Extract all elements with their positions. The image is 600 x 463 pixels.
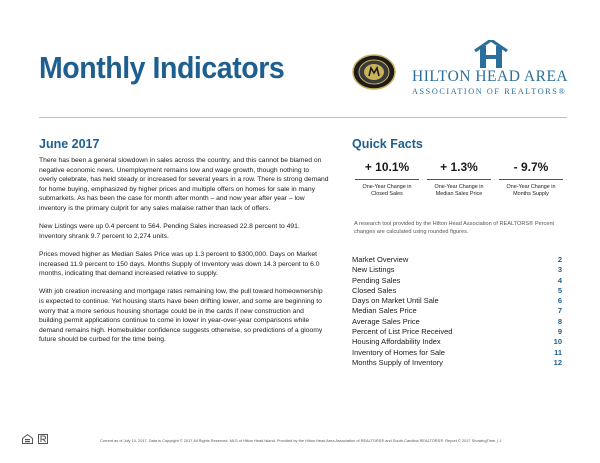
toc-item[interactable] (352, 337, 562, 347)
research-note: A research tool provided by the Hilton Head Association of REALTORS® Percent changes are calculated using rounded figures. (354, 221, 555, 235)
summary-paragraph: New Listings were up 0.4 percent to 564. Pending Sales increased 22.8 percent to 491. Inventory shrank 9.7 percent to 2,274 units. (39, 223, 300, 240)
fact-label: One-Year Change in (362, 184, 412, 190)
fact-months-supply (496, 158, 566, 198)
toc-item[interactable] (352, 348, 562, 358)
fact-label: Median Sales Price (435, 191, 483, 198)
fact-divider (499, 179, 563, 180)
toc-label: Days on Market Until Sale (352, 296, 439, 306)
toc-label: Months Supply of Inventory (352, 357, 443, 367)
fact-label: One-Year Change in (506, 184, 556, 190)
fact-label: Months Supply (513, 191, 549, 198)
logo-name: HILTON HEAD AREA (412, 68, 569, 85)
toc-page: 7 (557, 306, 562, 316)
toc-page: 10 (553, 337, 562, 347)
fact-value: + 10.1% (364, 160, 410, 174)
footer-text: Current as of July 10, 2017. Data is Copyright © 2017 All Rights Reserved. MLS of Hilton Head Island. Provided by the Hilton Head Area Association of REALTORS® and South Carolina REALTORS®. Report © 2017 ShowingTime. | 1 (100, 438, 502, 443)
summary-paragraph: With job creation increasing and mortgage rates remaining low, the pull toward homeownership is expected to continue. Yet housing starts have been drifting lower, and some are beginning to worry that a more serious housing shortage could be in the cards if new construction and building permit applications continue to come in lower in year-over-year comparisons while demand remains high. Homebuilder confidence suggests otherwise, so predictions of a gloomy future should be curbed for the time being. (39, 288, 323, 344)
toc-page: 3 (557, 265, 562, 275)
realtor-r-icon (38, 434, 48, 444)
association-logo (412, 40, 570, 98)
toc-item[interactable] (352, 286, 562, 296)
fact-label: One-Year Change in (434, 184, 484, 190)
toc-page: 9 (557, 327, 562, 337)
seal-icon (351, 53, 397, 91)
summary-text (39, 156, 329, 353)
fact-divider (355, 179, 419, 180)
footer-icons (22, 434, 48, 444)
toc-item[interactable] (352, 358, 562, 368)
toc-page: 5 (557, 285, 562, 295)
toc-page: 11 (554, 347, 562, 357)
toc-item[interactable] (352, 296, 562, 306)
quick-facts-heading: Quick Facts (352, 137, 423, 151)
toc-page: 2 (557, 255, 562, 264)
toc-item[interactable] (352, 276, 562, 286)
fact-median-price (424, 158, 494, 198)
logo-subtitle: ASSOCIATION OF REALTORS® (412, 87, 567, 96)
toc-label: Median Sales Price (352, 306, 417, 316)
table-of-contents (352, 255, 562, 368)
page-title: Monthly Indicators (39, 50, 285, 85)
header-divider (39, 117, 567, 118)
fact-closed-sales (352, 158, 422, 198)
toc-label: Closed Sales (352, 285, 397, 295)
toc-label: Inventory of Homes for Sale (352, 347, 445, 357)
fact-value: + 1.3% (440, 160, 478, 174)
equal-housing-icon (22, 434, 33, 444)
toc-page: 12 (553, 357, 562, 367)
toc-page: 8 (557, 316, 562, 326)
toc-label: New Listings (352, 265, 395, 275)
toc-label: Housing Affordability Index (352, 337, 441, 347)
toc-label: Market Overview (352, 255, 409, 264)
summary-heading: June 2017 (39, 137, 100, 151)
toc-label: Pending Sales (352, 275, 401, 285)
toc-label: Percent of List Price Received (352, 327, 453, 337)
toc-page: 4 (557, 275, 562, 285)
toc-item[interactable] (352, 255, 562, 265)
toc-page: 6 (557, 296, 562, 306)
fact-value: - 9.7% (513, 160, 549, 174)
fact-divider (427, 179, 491, 180)
toc-label: Average Sales Price (352, 316, 420, 326)
toc-item[interactable] (352, 265, 562, 275)
toc-item[interactable] (352, 306, 562, 316)
summary-paragraph: There has been a general slowdown in sales across the country, and this cannot be blamed on negative economic news. Unemployment remains low and wage growth, though nothing to overly celebrate, has held steady or increased for several years in a row. There is strong demand for home buying, emphasized by higher prices and multiple offers on homes for sale in many submarkets. As has been the case for month after month – and now year after year – low inventory is the primary culprit for any sales malaise rather than lack of offers. (39, 157, 329, 212)
toc-item[interactable] (352, 327, 562, 337)
house-logo-icon (412, 40, 570, 68)
summary-paragraph: Prices moved higher as Median Sales Price was up 1.3 percent to $300,000. Days on Market increased 11.9 percent to 150 days. Months Supply of Inventory was down 14.3 percent to 6.0 months, indicating that demand increased relative to supply. (39, 250, 320, 278)
toc-item[interactable] (352, 317, 562, 327)
fact-label: Closed Sales (371, 191, 403, 198)
